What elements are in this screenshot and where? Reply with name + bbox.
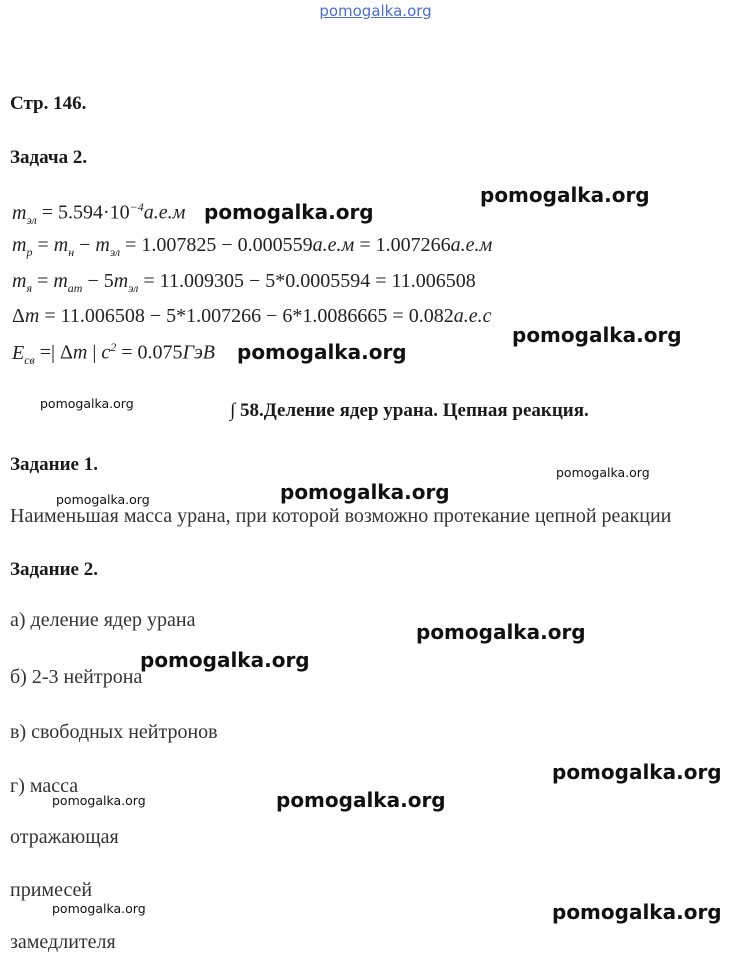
watermark: pomogalka.org (237, 340, 407, 364)
watermark: pomogalka.org (204, 200, 374, 224)
task2-answer-impurities: примесей (10, 879, 93, 901)
watermark: pomogalka.org (556, 465, 650, 480)
task2-answer-moderator: замедлителя (10, 931, 116, 953)
formula-proton-mass: $m_p = m_н - m_{эл} = 1.007825 - 0.000559а.е.м = 1.007266а.е.м$ (12, 234, 493, 259)
task2-answer-a: а) деление ядер урана (10, 609, 196, 631)
watermark: pomogalka.org (52, 793, 146, 808)
watermark: pomogalka.org (52, 901, 146, 916)
formula-binding-energy: $E_{св}$ =| Δm | $c^2 = 0.075ГэВ$ (12, 340, 215, 367)
formula-nucleus-mass: $m_я = m_{ат} - 5m_{эл} = 11.009305 - 5*0.0005594 = 11.006508$ (12, 270, 476, 295)
watermark: pomogalka.org (480, 183, 650, 207)
task2-answer-reflecting: отражающая (10, 826, 119, 848)
formula-electron-mass: $m_{эл} = 5.594\cdot 10^{-4}а.е.м$ (12, 200, 186, 227)
task1-answer: Наименьшая масса урана, при которой возможно протекание цепной реакции (10, 505, 672, 527)
section-title: ∫ 58.Деление ядер урана. Цепная реакция. (230, 400, 589, 421)
task2-heading: Задание 2. (10, 559, 98, 580)
watermark: pomogalka.org (56, 492, 150, 507)
formula-mass-defect: Δm = 11.006508 − 5*1.007266 − 6*1.0086665 = 0.082а.е.с (12, 305, 492, 327)
watermark: pomogalka.org (140, 648, 310, 672)
watermark: pomogalka.org (280, 480, 450, 504)
watermark: pomogalka.org (276, 788, 446, 812)
watermark: pomogalka.org (416, 620, 586, 644)
task2-answer-d: г) масса (10, 775, 79, 797)
watermark: pomogalka.org (552, 760, 722, 784)
task1-heading: Задание 1. (10, 454, 98, 475)
task2-answer-c: в) свободных нейтронов (10, 721, 218, 743)
page-reference: Стр. 146. (10, 93, 87, 114)
site-header-link[interactable]: pomogalka.org (319, 2, 432, 20)
watermark: pomogalka.org (512, 323, 682, 347)
task2-answer-b: б) 2-3 нейтрона (10, 666, 143, 688)
watermark: pomogalka.org (552, 900, 722, 924)
watermark: pomogalka.org (40, 396, 134, 411)
task-heading: Задача 2. (10, 147, 88, 168)
